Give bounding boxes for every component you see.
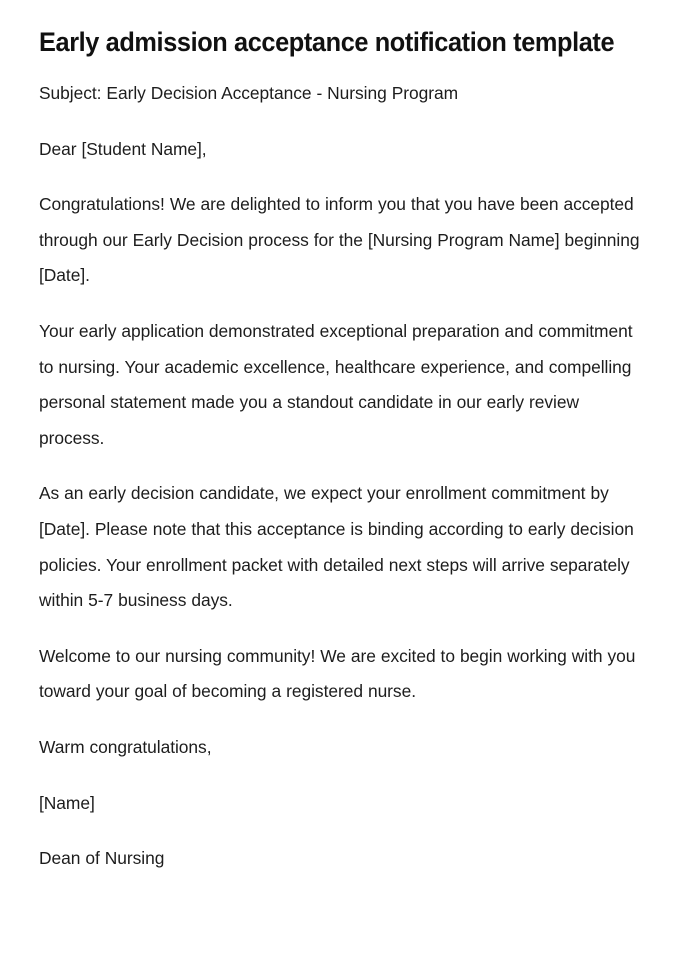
paragraph-welcome: Welcome to our nursing community! We are excited to begin working with you toward your goal of becoming a registered nurse.	[39, 645, 636, 702]
salutation: Dear [Student Name],	[39, 138, 207, 159]
subject-line: Subject: Early Decision Acceptance - Nursing Program	[39, 83, 459, 103]
signature-title: Dean of Nursing	[39, 848, 165, 869]
document-body	[39, 76, 645, 877]
paragraph-congratulations: Congratulations! We are delighted to inform you that you have been accepted through our Early Decision process for the [Nursing Program Name] beginning [Date].	[39, 194, 640, 286]
paragraph-enrollment-commitment: As an early decision candidate, we expect your enrollment commitment by [Date]. Please note that this acceptance is binding according to early decision policies. Your enrollment packet with detailed next steps will arrive separately within 5-7 business days.	[39, 483, 634, 611]
page-title: Early admission acceptance notification template	[39, 27, 615, 57]
signature-name: [Name]	[39, 792, 95, 813]
paragraph-application-review: Your early application demonstrated exceptional preparation and commitment to nursing. Your academic excellence, healthcare experience, and compelling personal statement made you a standout candidate in our early review process.	[39, 320, 633, 448]
closing-salutation: Warm congratulations,	[39, 736, 212, 757]
